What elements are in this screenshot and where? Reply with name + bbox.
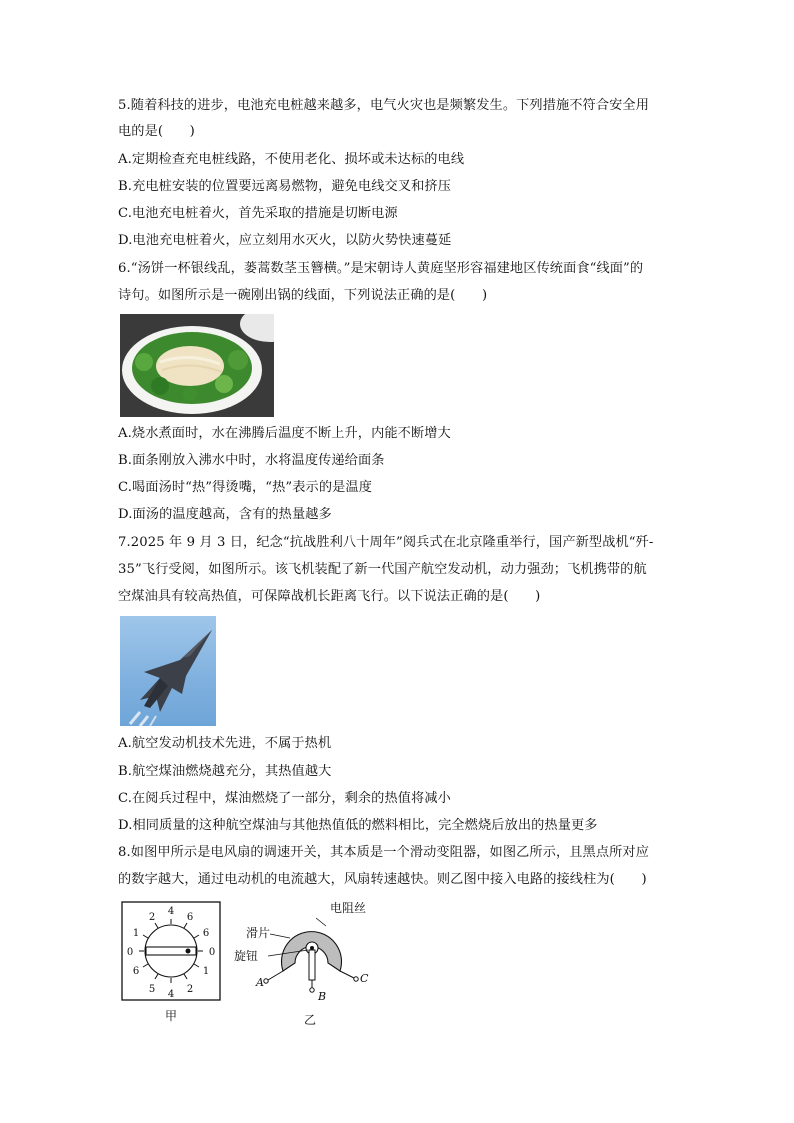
q5-option-a: A.定期检查充电桩线路，不使用老化、损坏或未达标的电线 [118, 152, 465, 167]
terminal-b-label: B [318, 990, 327, 1003]
dial-number: 1 [202, 966, 210, 977]
q5-stem-line2: 电的是( ) [118, 124, 195, 139]
dial-number: 1 [132, 928, 140, 939]
dial-number: 2 [148, 912, 156, 923]
q6-option-c: C.喝面汤时“热”得烫嘴，“热”表示的是温度 [118, 480, 372, 495]
q7-stem-line1: 7.2025 年 9 月 3 日，纪念“抗战胜利八十周年”阅兵式在北京隆重举行，国产新型战机“歼- [118, 535, 654, 550]
q6-option-b: B.面条刚放入沸水中时，水将温度传递给面条 [118, 453, 385, 468]
q8-stem-line1: 8.如图甲所示是电风扇的调速开关，其本质是一个滑动变阻器，如图乙所示，且黑点所对应 [118, 845, 649, 860]
q5-option-c: C.电池充电桩着火，首先采取的措施是切断电源 [118, 206, 398, 221]
dial-number: 0 [208, 947, 216, 958]
label-resistance-wire: 电阻丝 [330, 901, 367, 915]
dial-number: 2 [186, 984, 194, 995]
dial-number: 4 [167, 906, 175, 917]
q6-stem-line2: 诗句。如图所示是一碗刚出锅的线面，下列说法正确的是( ) [118, 288, 488, 303]
dial-number: 4 [167, 989, 175, 1000]
terminal-c-label: C [360, 972, 369, 985]
dial-number: 0 [126, 947, 134, 958]
label-slider: 滑片 [246, 926, 271, 940]
q5-option-d: D.电池充电桩着火，应立刻用水灭火，以防火势快速蔓延 [118, 233, 452, 248]
q7-option-a: A.航空发动机技术先进，不属于热机 [118, 736, 332, 751]
q5-stem-line1: 5.随着科技的进步，电池充电桩越来越多，电气火灾也是频繁发生。下列措施不符合安全用 [118, 98, 649, 113]
q6-option-d: D.面汤的温度越高，含有的热量越多 [118, 507, 332, 522]
q6-stem-line1: 6.“汤饼一杯银线乱，蒌蒿数茎玉簪横。”是宋朝诗人黄庭坚形容福建地区传统面食“线面”的 [118, 261, 644, 276]
label-yi: 乙 [303, 1013, 317, 1027]
q7-stem-line3: 空煤油具有较高热值，可保障战机长距离飞行。以下说法正确的是( ) [118, 589, 541, 604]
q8-stem-line2: 的数字越大，通过电动机的电流越大，风扇转速越快。则乙图中接入电路的接线柱为( ) [118, 872, 647, 887]
q7-option-c: C.在阅兵过程中，煤油燃烧了一部分，剩余的热值将减小 [118, 791, 451, 806]
dial-switch-figure [122, 902, 220, 1023]
dial-number: 5 [148, 984, 156, 995]
q6-option-a: A.烧水煮面时，水在沸腾后温度不断上升，内能不断增大 [118, 426, 451, 441]
q7-option-b: B.航空煤油燃烧越充分，其热值越大 [118, 764, 332, 779]
dial-number: 6 [202, 928, 210, 939]
q7-option-d: D.相同质量的这种航空煤油与其他热值低的燃料相比，完全燃烧后放出的热量更多 [118, 818, 598, 833]
dial-number: 6 [186, 912, 194, 923]
terminal-a-label: A [256, 976, 264, 989]
q5-option-b: B.充电桩安装的位置要远离易燃物，避免电线交叉和挤压 [118, 179, 451, 194]
q7-stem-line2: 35”飞行受阅，如图所示。该飞机装配了新一代国产航空发动机，动力强劲；飞机携带的航 [118, 562, 647, 577]
fighter-jet-image [120, 616, 216, 726]
q8-figure [118, 898, 388, 1028]
label-knob: 旋钮 [234, 949, 259, 963]
dial-number: 6 [132, 966, 140, 977]
rheostat-figure [234, 900, 369, 1027]
label-jia: 甲 [164, 1009, 178, 1023]
noodle-bowl-image [120, 314, 274, 417]
